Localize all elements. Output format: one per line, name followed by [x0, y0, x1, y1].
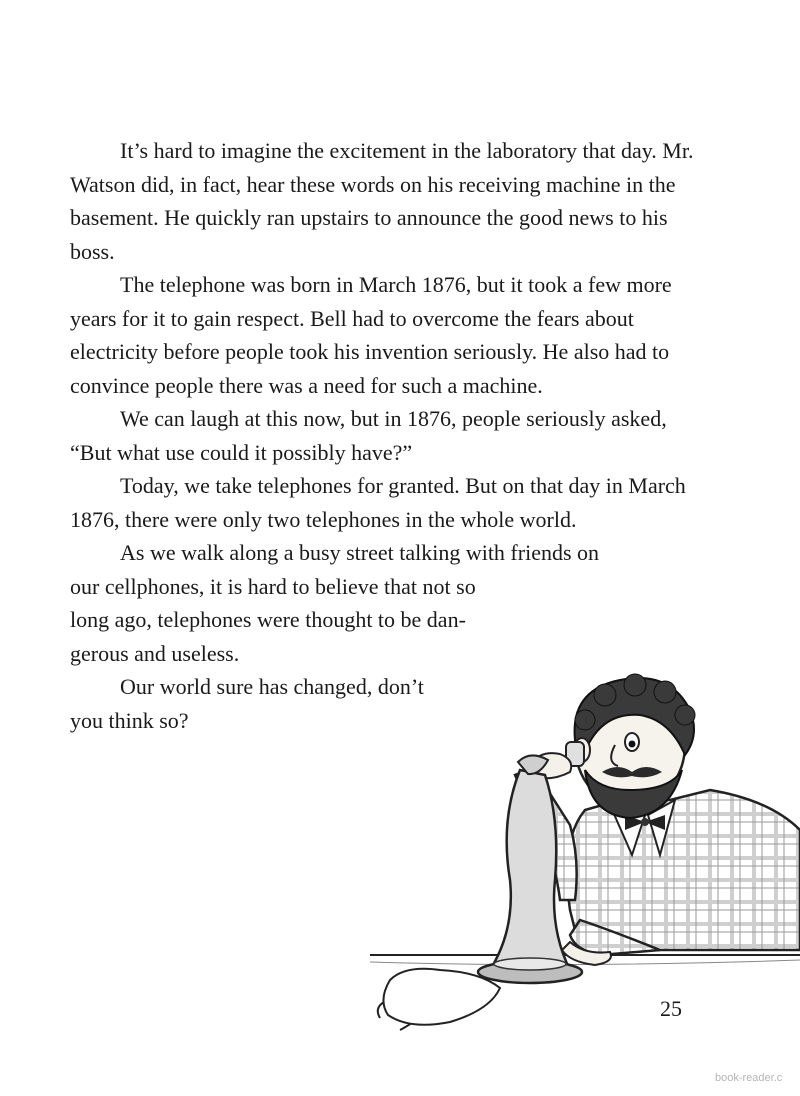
paragraph-5-line-3: long ago, telephones were thought to be dan- — [70, 607, 466, 632]
paragraph-5-line-1: As we walk along a busy street talking with friends on — [120, 540, 600, 565]
paragraph-5-line-4: gerous and useless. — [70, 640, 240, 666]
paragraph-6-line-2: you think so? — [70, 707, 189, 733]
paragraph-2: The telephone was born in March 1876, but it took a few more years for it to gain respect. Bell had to overcome the fears about electricity before people took his invention seriously. He also had to convince people there was a need for such a machine. — [70, 272, 672, 398]
paragraph-4: Today, we take telephones for granted. But on that day in March 1876, there were only two telephones in the whole world. — [70, 473, 686, 532]
paragraph-1: It’s hard to imagine the excitement in the laboratory that day. Mr. Watson did, in fact, hear these words on his receiving machine in the basement. He quickly ran upstairs to announce the good news to his boss. — [70, 138, 694, 264]
page-number: 25 — [660, 996, 682, 1021]
watermark: book-reader.c — [715, 1072, 783, 1084]
paragraph-6-line-1: Our world sure has changed, don’t — [120, 674, 424, 699]
body-text — [70, 134, 700, 737]
paragraph-5-line-2: our cellphones, it is hard to believe that not so — [70, 573, 476, 599]
bell-telephone-illustration-icon — [370, 650, 800, 1070]
paragraph-3: We can laugh at this now, but in 1876, people seriously asked, “But what use could it possibly have?” — [70, 406, 667, 465]
